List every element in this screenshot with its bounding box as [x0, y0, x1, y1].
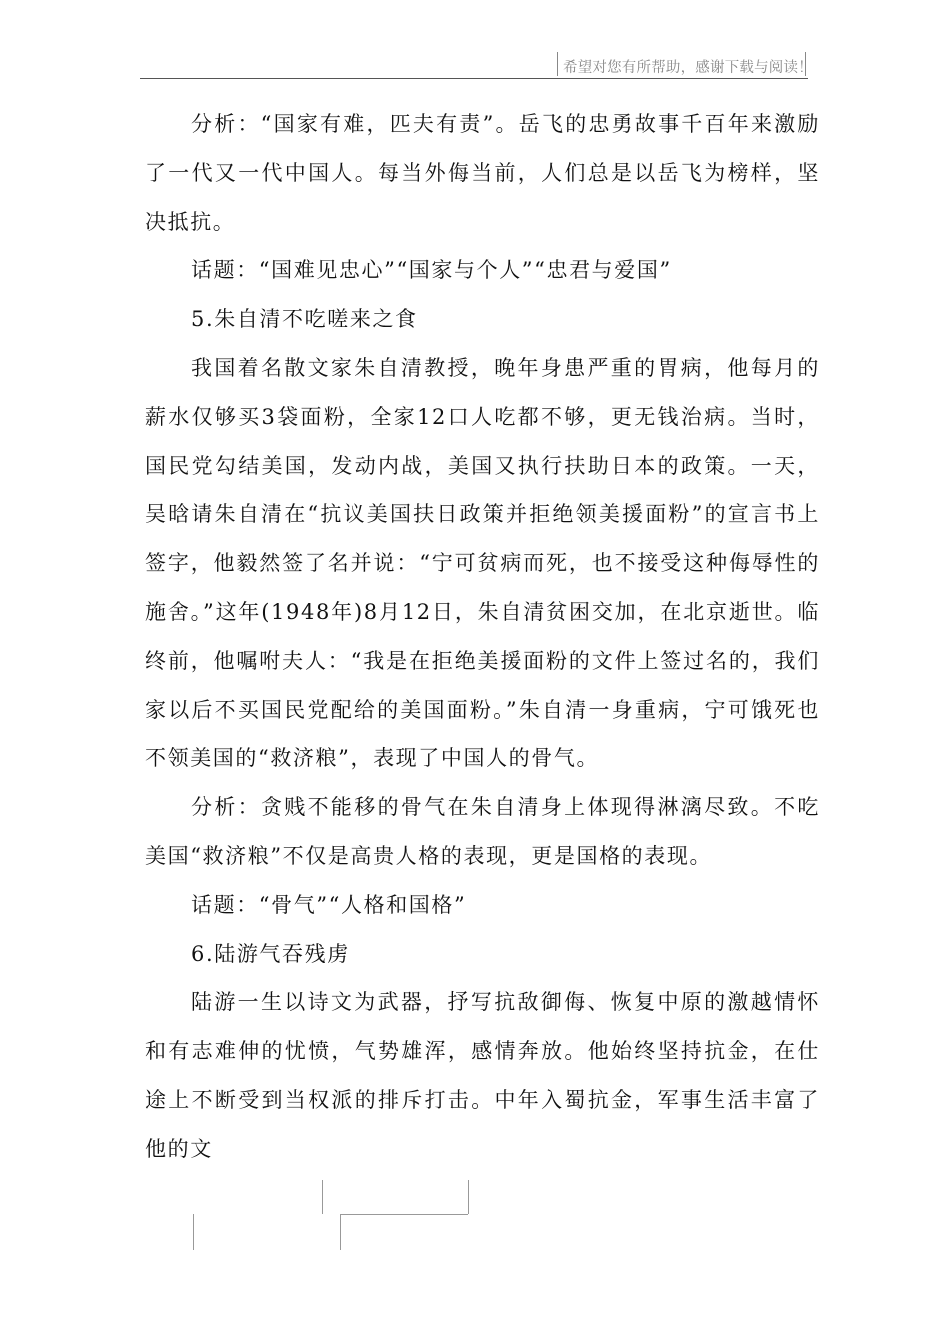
heading-lu-you: 6.陆游气吞残虏 — [191, 941, 350, 966]
paragraph-analysis-zhu-ziqing: 分析：贪贱不能移的骨气在朱自清身上体现得淋漓尽致。不吃美国“救济粮”不仅是高贵人格的表现，更是国格的表现。 — [145, 795, 820, 868]
paragraph-topics-zhu-ziqing: 话题：“骨气”“人格和国格” — [191, 892, 467, 917]
paragraph-analysis-yuefei: 分析：“国家有难，匹夫有责”。岳飞的忠勇故事千百年来激励了一代又一代中国人。每当外侮当前，人们总是以岳飞为榜样，坚决抵抗。 — [145, 112, 820, 234]
artifact-line — [468, 1180, 469, 1214]
header-tagline: 希望对您有所帮助，感谢下载与阅读！ — [563, 60, 813, 76]
artifact-line — [340, 1214, 341, 1250]
paragraph-zhu-ziqing-story: 我国着名散文家朱自清教授，晚年身患严重的胃病，他每月的薪水仅够买3袋面粉，全家12口人吃都不够，更无钱治病。当时，国民党勾结美国，发动内战，美国又执行扶助日本的政策。一天，吴晗请朱自清在“抗议美国扶日政策并拒绝领美援面粉”的宣言书上签字，他毅然签了名并说：“宁可贫病而死，也不接受这种侮辱性的施舍。”这年(1948年)8月12日，朱自清贫困交加，在北京逝世。临终前，他嘱咐夫人：“我是在拒绝美援面粉的文件上签过名的，我们家以后不买国民党配给的美国面粉。”朱自清一身重病，宁可饿死也不领美国的“救济粮”，表现了中国人的骨气。 — [145, 355, 820, 771]
heading-zhu-ziqing: 5.朱自清不吃嗟来之食 — [191, 307, 418, 332]
paragraph-lu-you-story: 陆游一生以诗文为武器，抒写抗敌御侮、恢复中原的激越情怀和有志难伸的忧愤，气势雄浑，感情奔放。他始终坚持抗金，在仕途上不断受到当权派的排斥打击。中年入蜀抗金，军事生活丰富了他的文 — [145, 990, 820, 1161]
header-rule — [140, 78, 808, 79]
artifact-line — [322, 1180, 323, 1214]
artifact-line — [193, 1214, 194, 1250]
paragraph-topics-yuefei: 话题：“国难见忠心”“国家与个人”“忠君与爱国” — [191, 258, 672, 283]
artifact-line — [340, 1214, 468, 1215]
document-body — [145, 100, 820, 1174]
